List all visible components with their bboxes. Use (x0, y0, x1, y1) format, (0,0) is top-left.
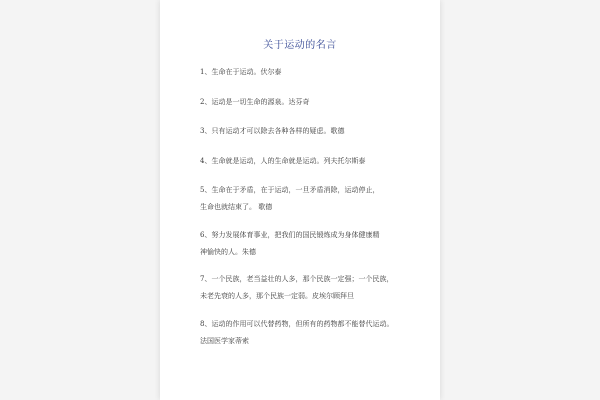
document-page (160, 0, 440, 400)
quote-line: 1、生命在于运动。伏尔泰 (200, 68, 282, 76)
quote-item (200, 271, 425, 305)
quote-line: 2、运动是一切生命的源泉。达芬奇 (200, 98, 310, 106)
quote-line: 法国医学家蒂索 (200, 337, 249, 345)
quote-line: 8、运动的作用可以代替药物，但所有的药物都不能替代运动。 (200, 320, 394, 328)
quote-line: 生命也就结束了。 歌德 (200, 203, 273, 211)
quote-line: 4、生命就是运动，人的生命就是运动。列夫托尔斯泰 (200, 157, 366, 165)
quote-line: 神愉快的人。朱德 (200, 248, 256, 256)
quote-item (200, 182, 425, 216)
quote-line: 5、生命在于矛盾，在于运动，一旦矛盾消除，运动停止， (200, 186, 380, 194)
quote-item (200, 123, 425, 140)
quote-item (200, 316, 425, 350)
quote-line: 6、努力发展体育事业，把我们的国民锻炼成为身体健康精 (200, 231, 380, 239)
quote-line: 3、只有运动才可以除去各种各样的疑虑。歌德 (200, 127, 345, 135)
quote-item (200, 227, 425, 261)
quote-item (200, 64, 425, 81)
quote-item (200, 94, 425, 111)
document-title: 关于运动的名言 (263, 40, 337, 51)
quote-line: 7、一个民族，老当益壮的人多，那个民族一定强；一个民族， (200, 275, 394, 283)
quote-line: 未老先衰的人多，那个民族一定弱。皮埃尔顾拜旦 (200, 292, 354, 300)
quote-item (200, 153, 425, 170)
